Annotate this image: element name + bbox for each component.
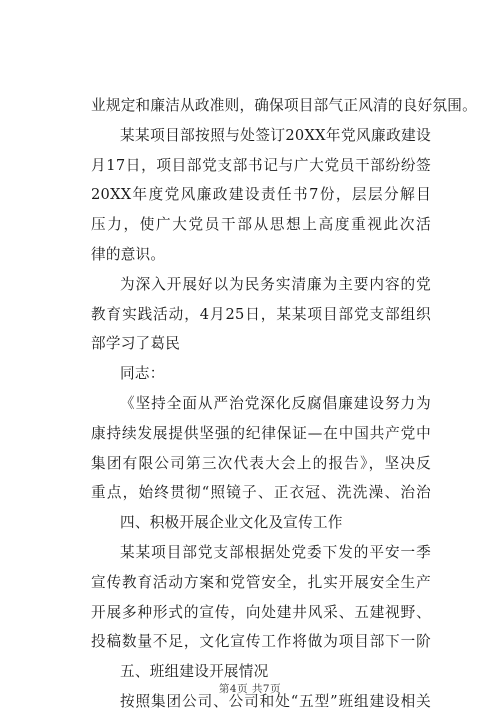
text-line: 20XX年度党风廉政建设责任书7份，层层分解目 bbox=[91, 186, 431, 204]
text-line: 投稿数量不足，文化宣传工作将做为项目部下一阶 bbox=[91, 633, 431, 651]
section-heading: 四、积极开展企业文化及宣传工作 bbox=[120, 514, 343, 532]
text-line: 按照集团公司、公司和处“五型”班组建设相关 bbox=[120, 692, 431, 710]
text-line: 律的意识。 bbox=[91, 245, 166, 263]
page-number-footer: 第4页 共7页 bbox=[218, 683, 282, 695]
section-heading: 五、班组建设开展情况 bbox=[120, 663, 269, 681]
document-body bbox=[91, 91, 477, 717]
text-line: 《坚持全面从严治党深化反腐倡廉建设努力为 bbox=[120, 394, 431, 412]
text-line: 集团有限公司第三次代表大会上的报告》，坚决反 bbox=[91, 454, 431, 472]
text-line: 部学习了葛民 bbox=[91, 335, 181, 353]
text-line: 重点，始终贯彻“照镜子、正衣冠、洗洗澡、治治 bbox=[91, 484, 431, 502]
text-line: 压力，使广大党员干部从思想上高度重视此次活 bbox=[91, 216, 431, 234]
text-line: 教育实践活动，4月25日，某某项目部党支部组织 bbox=[91, 305, 431, 323]
text-line: 康持续发展提供坚强的纪律保证—在中国共产党中 bbox=[91, 424, 431, 442]
text-line: 某某项目部按照与处签订20XX年党风廉政建设 bbox=[120, 126, 431, 144]
text-line: 宣传教育活动方案和党管安全，扎实开展安全生产 bbox=[91, 573, 431, 591]
text-line: 月17日，项目部党支部书记与广大党员干部纷纷签 bbox=[91, 156, 431, 174]
text-line: 业规定和廉洁从政准则，确保项目部气正风清的良好氛围。 bbox=[91, 97, 477, 114]
text-line: 同志： bbox=[120, 365, 165, 383]
text-line: 开展多种形式的宣传，向处建井风采、五建视野、 bbox=[91, 603, 431, 621]
text-line: 某某项目部党支部根据处党委下发的平安一季 bbox=[120, 543, 431, 561]
text-line: 为深入开展好以为民务实清廉为主要内容的党 bbox=[120, 275, 431, 293]
